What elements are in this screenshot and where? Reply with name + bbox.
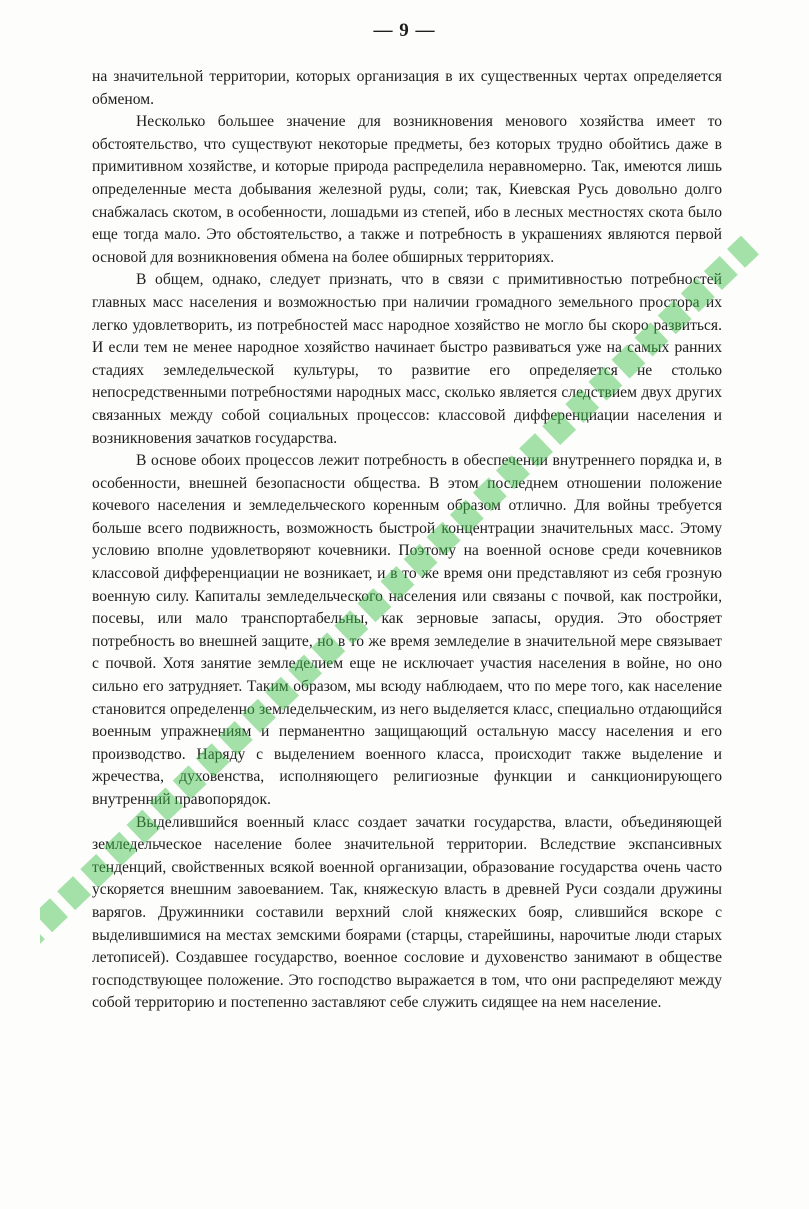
paragraph-3: В общем, однако, следует признать, что в связи с примитивностью потребностей главных масс населения и возможностью при наличии громадного земельного простора их легко удовлетворить, из потребностей масс народное хозяйство не могло бы скоро развиться. И если тем не менее народное хозяйство начинает быстро развиваться уже на самых ранних стадиях земледельческой культуры, то развитие его определяется не столько непосредственными потребностями народных масс, сколько является следствием двух других связанных между собой социальных процессов: классовой дифференциации населения и возникновения зачатков государства.	[92, 271, 722, 447]
paragraph-1: на значительной территории, которых организация в их существенных чертах определяется обменом.	[92, 68, 722, 108]
paragraph-5: Выделившийся военный класс создает зачатки государства, власти, объединяющей земледельческое население более значительной территории. Вследствие экспансивных тенденций, свойственных всякой военной организации, образование государства очень часто ускоряется внешним завоеванием. Так, княжескую власть в древней Руси создали дружины варягов. Дружинники составили верхний слой княжеских бояр, слившийся вскоре с выделившимися на местах земскими боярами (старцы, старейшины, нарочитые люди старых летописей). Создавшее государство, военное сословие и духовенство занимают в обществе господствующее положение. Это господство выражается в том, что они распределяют между собой территорию и постепенно заставляют себе служить сидящее на нем население.	[92, 813, 722, 1012]
paragraph-4: В основе обоих процессов лежит потребность в обеспечении внутреннего порядка и, в особенности, внешней безопасности общества. В этом последнем отношении положение кочевого населения и земледельческого коренным образом отлично. Для войны требуется больше всего подвижность, возможность быстрой концентрации значительных масс. Этому условию вполне удовлетворяют кочевники. Поэтому на военной основе среди кочевников классовой дифференциации не возникает, и в то же время они представляют из себя грозную военную силу. Капиталы земледельческого населения или связаны с почвой, как постройки, посевы, или мало транспортабельны, как зерновые запасы, орудия. Это обостряет потребность во внешней защите, но в то же время земледелие в значительной мере связывает с почвой. Хотя занятие земледелием еще не исключает участия населения в войне, но оно сильно его затрудняет. Таким образом, мы всюду наблюдаем, что по мере того, как население становится определенно земледельческим, из него выделяется класс, специально отдающийся военным упражнениям и перманентно защищающий остальную массу населения и его производство. Наряду с выделением военного класса, происходит также выделение и жречества, духовенства, исполняющего религиозные функции и санкционирующего внутренний правопорядок.	[92, 452, 722, 808]
paragraph-2: Несколько большее значение для возникновения менового хозяйства имеет то обстоятельство, что существуют некоторые предметы, без которых трудно обойтись даже в примитивном хозяйстве, и которые природа распределила неравномерно. Так, имеются лишь определенные места добывания железной руды, соли; так, Киевская Русь довольно долго снабжалась скотом, в особенности, лошадьми из степей, ибо в лесных местностях скота было еще тогда мало. Это обстоятельство, а также и потребность в украшениях являются первой основой для возникновения обмена на более обширных территориях.	[92, 113, 722, 266]
page-number: — 9 —	[373, 20, 436, 41]
body-text	[92, 66, 722, 1015]
